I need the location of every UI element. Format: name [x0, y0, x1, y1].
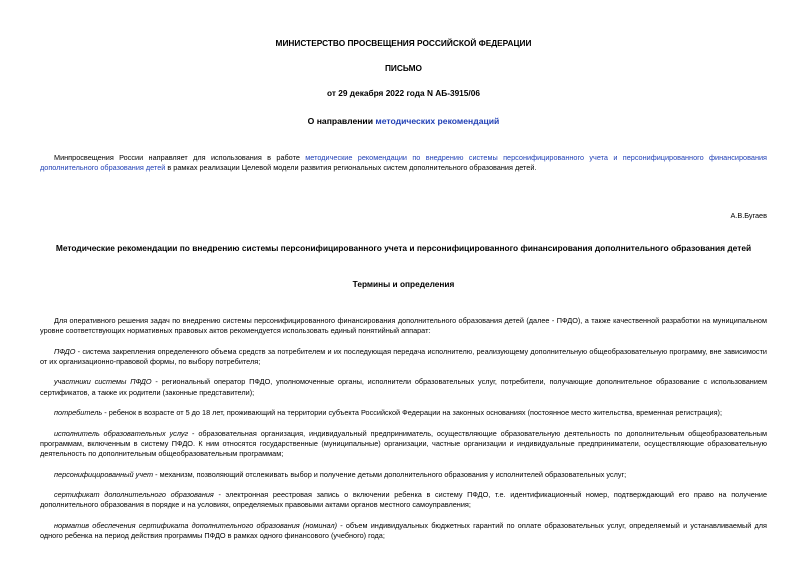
definition-text: - объем индивидуальных бюджетных гарантий по оплате образовательных услуг, определяемый и устанавливаемый для одного ребенка на период действия программы ПФДО в рамках одного финансового (учебного) года;: [40, 520, 767, 541]
document-page: [40, 38, 767, 541]
definition-text: - ребенок в возрасте от 5 до 18 лет, проживающий на территории субъекта Российской Федерации на законных основаниях (постоянное место жительства, временная регистрация);: [102, 408, 722, 418]
definition-item: [40, 429, 767, 460]
section-title: Термины и определения: [352, 279, 455, 290]
definition-item: [40, 470, 767, 480]
letter-date-number: от 29 декабря 2022 года N АБ-3915/06: [327, 87, 480, 98]
definition-text: - электронная реестровая запись о включении ребенка в систему ПФДО, т.е. идентификационный номер, подтверждающий его право на получение дополнительного образования в порядке и на условиях, определяемых правовыми актами органов местного самоуправления;: [40, 489, 767, 510]
definition-item: [40, 347, 767, 368]
definition-term: участники системы ПФДО: [54, 377, 152, 387]
definition-term: потребитель: [54, 408, 103, 418]
definition-item: [40, 490, 767, 511]
definition-term: исполнитель образовательных услуг: [54, 428, 189, 438]
definition-term: норматив обеспечения сертификата дополнительного образования (номинал): [54, 520, 337, 530]
intro-before: Минпросвещения России направляет для использования в работе: [54, 152, 306, 162]
definition-text: - образовательная организация, индивидуальный предприниматель, осуществляющие образовательную деятельность по дополнительным общеобразовательным программам, включенным в систему ПФДО. К ним относятся государственные (муниципальные) организации, частные организации и индивидуальные предприниматели, осуществляющие образовательную деятельность по дополнительным общеобразовательным программам;: [40, 428, 767, 459]
intro-after: в рамках реализации Целевой модели развития региональных систем дополнительного образования детей.: [165, 162, 537, 172]
definition-term: ПФДО: [54, 346, 76, 356]
definition-term: сертификат дополнительного образования: [54, 489, 214, 499]
definition-text: - механизм, позволяющий отслеживать выбор и получение детьми дополнительного образования у исполнителей образовательных услуг;: [153, 469, 627, 479]
letter-subject: [40, 115, 767, 127]
definition-term: персонифицированный учет: [54, 469, 154, 479]
definition-text: - система закрепления определенного объема средств за потребителем и их последующая передача исполнителю, реализующему дополнительную общеобразовательную программу, вне зависимости от их организационно-правовой формы, по выбору потребителя;: [40, 346, 767, 367]
definition-item: [40, 377, 767, 398]
subject-prefix: О направлении: [307, 116, 376, 127]
letter-heading: ПИСЬМО: [384, 62, 423, 73]
definition-item: [40, 408, 767, 418]
signature: А.В.Бугаев: [730, 211, 767, 221]
definition-text: - региональный оператор ПФДО, уполномоченные органы, исполнители образовательных услуг, потребители, получающие дополнительное образование с использованием сертификатов, а также их родители (законные представители);: [40, 377, 767, 397]
intro-link[interactable]: методические рекомендации по внедрению системы персонифицированного учета и персонифицированного финансирования дополнительного образования детей: [40, 152, 767, 172]
first-paragraph: Для оперативного решения задач по внедрению системы персонифицированного финансирования дополнительного образования детей (далее - ПФДО), а также качественной разработки на муниципальном уровне соответствующих нормативных правовых актов рекомендуется использовать единый понятийный аппарат:: [40, 316, 767, 336]
intro-paragraph: [40, 153, 767, 174]
subject-link[interactable]: методических рекомендаций: [375, 116, 500, 127]
definition-item: [40, 521, 767, 542]
ministry-heading: МИНИСТЕРСТВО ПРОСВЕЩЕНИЯ РОССИЙСКОЙ ФЕДЕРАЦИИ: [275, 38, 532, 48]
document-title: Методические рекомендации по внедрению системы персонифицированного учета и персонифицированного финансирования дополнительного образования детей: [55, 242, 752, 253]
